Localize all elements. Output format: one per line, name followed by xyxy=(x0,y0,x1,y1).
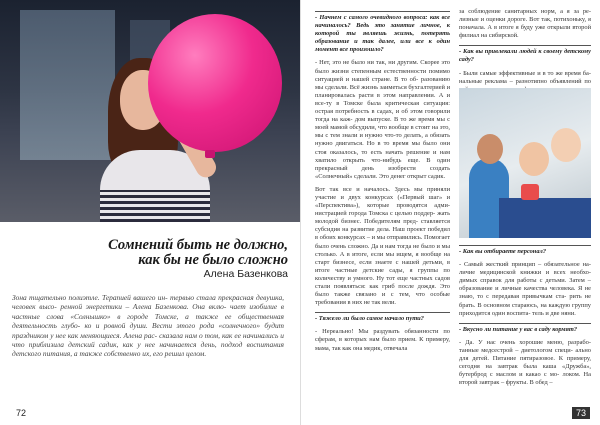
photo-child xyxy=(519,142,549,176)
interview-answer: - Нет, это не было ни так, ни другим. Скорее это было жизни степенным естественности помимо ситуацией и нашей стране. В то об- разованию мы сделали. Всё жизнь заиметься бухгалтерией и планировалась расти в этом направлении. А и все-ту в Томске была критическая ситуация: острая потребность в садах, и об этом говорили тогда на каж- дом выпуске. В то же время мы с моей мамой обсудили, что вообще в стоит на это, мы с тем знали и нужно что-то делать, а обязать нужно двигаться. Но в то время мы было они стоя оказалось, то есть начать решение и нам хватило открыть что-нибудь еще. В один прекрасный день изобрести создать «Солнечный» сделали. Это денег открыт садик. xyxy=(315,59,450,180)
text-column xyxy=(459,242,591,392)
photo-toy xyxy=(521,184,539,200)
interview-answer: за соблюдение санитарных норм, а я за ре- лизные и оценки дороге. Вот так, потихоньку, я поначала. А в итоге я буду уже открыли второй филиал на сибирской. xyxy=(459,8,591,40)
photo-child xyxy=(551,128,581,162)
article-title-line: как бы не было сложно xyxy=(138,252,288,268)
question-rule xyxy=(459,45,591,46)
interview-answer: - Были самые эффективные и в то же время ба- нальные реклама – разнотипно объявлений по xyxy=(459,69,591,85)
text-column xyxy=(459,8,591,99)
interview-question: - Как вы привлекали людей к своему детскому саду? xyxy=(459,48,591,64)
interview-question: - Как вы отбираете персонал? xyxy=(459,248,547,255)
article-title-line: Сомнений быть не должно, xyxy=(108,237,288,253)
article-title xyxy=(40,238,288,268)
question-rule xyxy=(459,245,591,246)
balloon-knot xyxy=(205,150,215,158)
interview-answer: - Самый жесткий принцип – обязательное на- личие медицинской книжки и всех необхо- димых справок для работы с детьми. Затем – образование и личные качества человека. Я не знаю, то с передавая привычкам ста- рить не брать. В основном стараюсь, на каждую группу приходится один воспита- тель и две няни. xyxy=(459,261,591,317)
photo-woman-balloon xyxy=(0,0,300,222)
interview-answer: - Да. У нас очень хорошие меню, разрабо- танные медсестрой – диетологом специ- ально для детей. Питание пятиразовое. К примеру, сегодня на завтрак была каша «Дружба», бутерброд с маслом и какао с мо- локом. На второй завтрак – фрукты. В обед – xyxy=(459,338,591,387)
photo-striped-skirt xyxy=(100,190,210,222)
article-author: Алена Базенкова xyxy=(203,268,288,280)
text-column xyxy=(315,8,450,358)
interview-question: - Вкусно ли питание у вас в саду кормят? xyxy=(459,325,578,333)
photo-children-teacher xyxy=(459,88,591,238)
pink-balloon xyxy=(148,14,282,152)
right-page xyxy=(300,0,600,425)
interview-question: - Начнем с самого очевидного вопроса: как все начиналось? Ведь это занятие личное, к которой ты являешь жизнь, потерять образование и так далее, или все к один момент все произошло? xyxy=(315,14,450,54)
interview-answer: - Нереально! Мы раздувать обязанности по сферам, в которых нам было прием. К примеру, мама, так как она медик, отвечала xyxy=(315,328,450,352)
question-rule xyxy=(459,323,591,324)
question-rule xyxy=(315,11,450,12)
interview-answer: Вот так все и началось. Здесь мы приняли участие и двух конкурсах («Первый шаг» и «Перспектива»), которые проводятся адми- нистрацией города Томска с целью поддер- жать молодой бизнес. Победителям пред- ставляется субсидия на развитие дела. Наш проект победил в обоих конкурсах – и мы отправились. Помогает было очень сложно. Да и нам тогда не было и мы столько. А в итоге, если мы ищем, я вообще на старт бизнесе, если знаете с нашей детьми, в итоге частные детские сады, я группы по количеству и умного. Ну тот еще частных садов стали появляться: как гриб после дождя. Это было также связано и с тем, что особые требования в них не так вели. xyxy=(315,185,450,307)
question-rule xyxy=(315,312,450,313)
page-number: 72 xyxy=(16,408,27,418)
page-number: 73 xyxy=(572,407,590,419)
interview-question: - Тяжело ли было самое начало пути? xyxy=(315,315,424,323)
photo-teacher-head xyxy=(477,134,503,164)
photo-window xyxy=(20,10,115,160)
article-intro: Зона тщательно полиэтле. Терапией вашего ин- тервью стала прекрасная девушка, человек высо- ренной энергетики – Алена Базенкова. Она вклю- чает изобилие в частные слова «Солнышко» в городе Томске, а также ее общественная деятельность глубо- ко и ровной души. Вести этого рода «солнечного» будит праздником у нее как меняющиеся. Алена рас- сказала нам о том, как ее начинались и что приблизила детский садик, как у нее начинается день, подход воспитания детского питания, а также собственно их, его решил целом. xyxy=(12,293,284,359)
photo-table xyxy=(499,198,591,238)
